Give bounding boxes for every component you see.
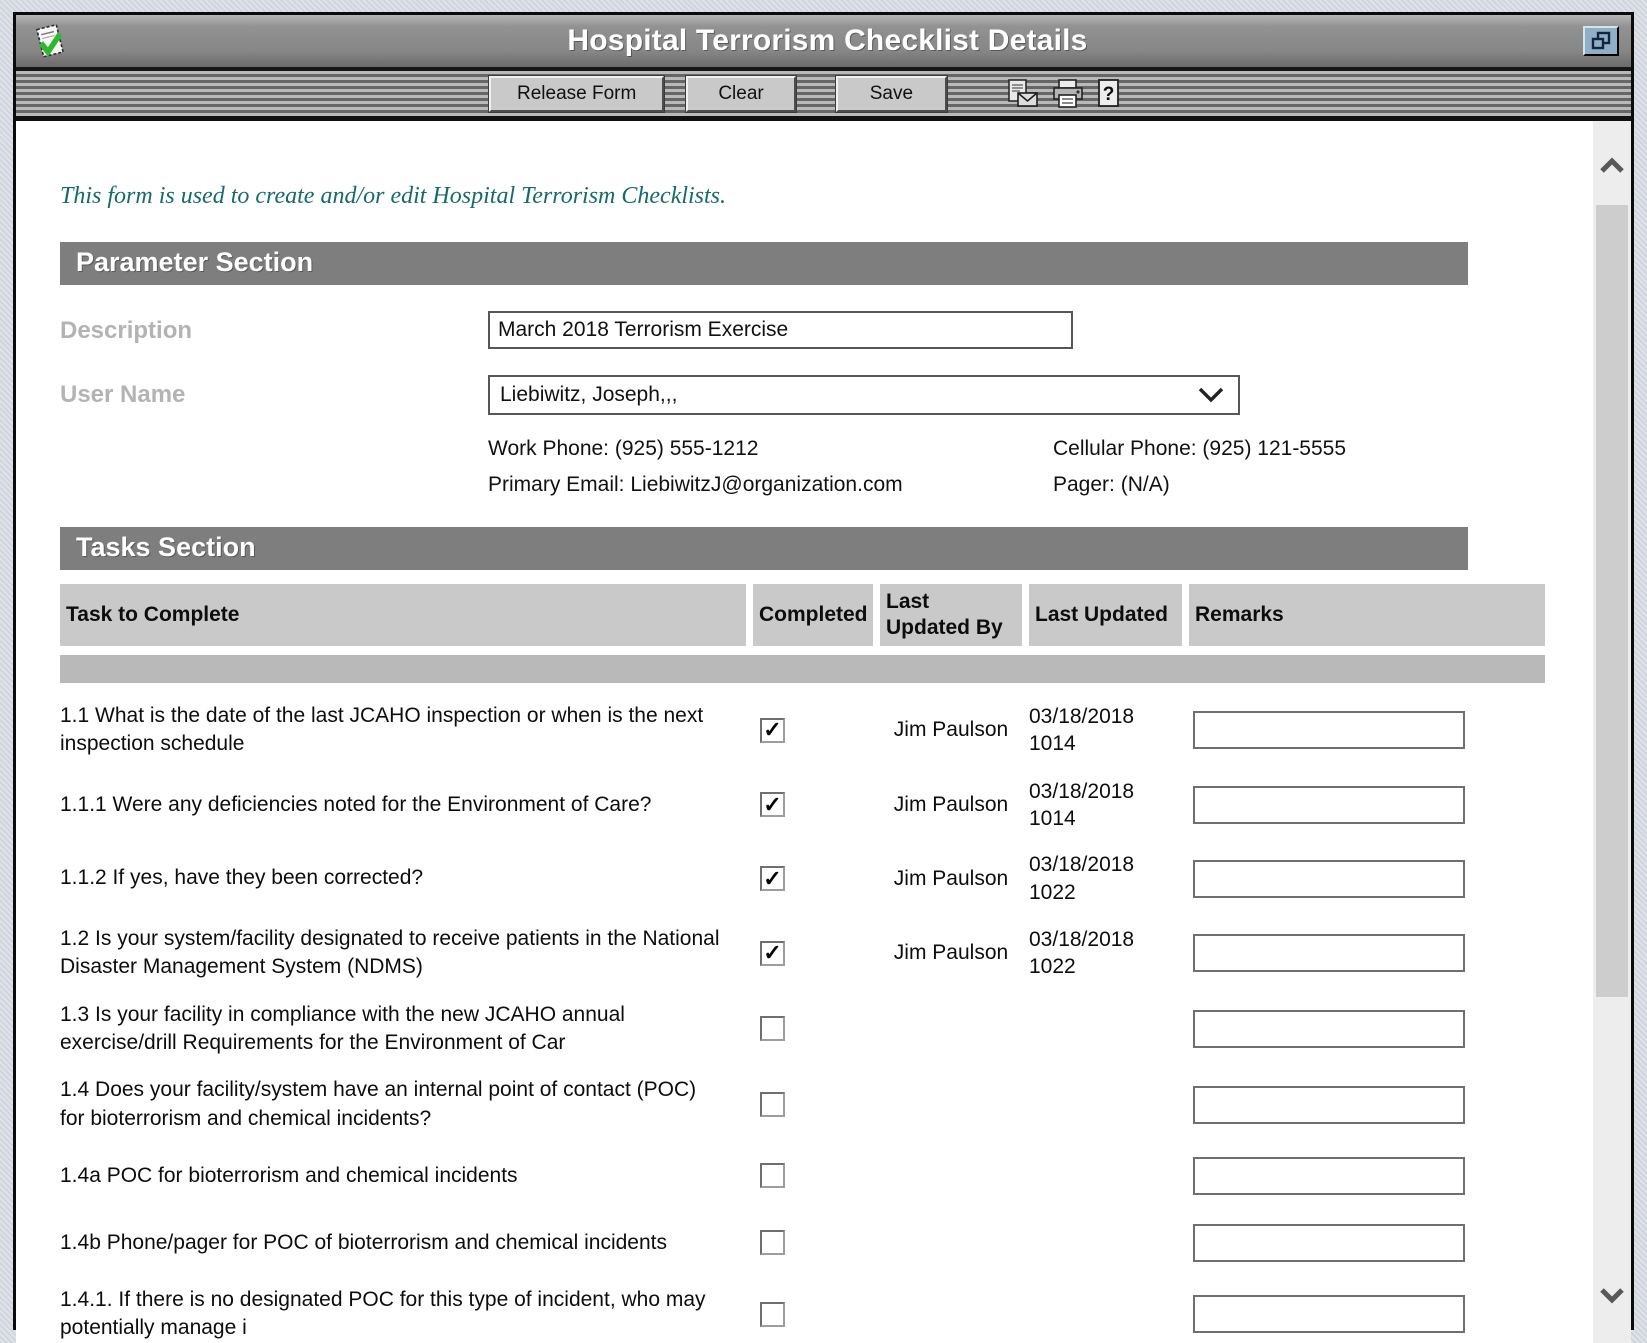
remarks-input[interactable] <box>1193 1224 1465 1262</box>
tasks-table-header <box>60 584 1545 646</box>
table-row <box>60 1286 1545 1343</box>
save-button[interactable]: Save <box>836 76 947 112</box>
scroll-up-icon[interactable] <box>1599 157 1625 180</box>
task-completed-checkbox[interactable]: ✓ <box>760 866 785 891</box>
user-name-selected-value: Liebiwitz, Joseph,,, <box>500 383 678 406</box>
task-completed-checkbox[interactable]: ✓ <box>760 792 785 817</box>
primary-email-text: Primary Email: LiebiwitzJ@organization.com <box>488 473 903 496</box>
last-updated-by-value: Jim Paulson <box>893 866 1009 890</box>
chevron-down-icon <box>1198 387 1224 403</box>
task-rows <box>60 702 1545 1343</box>
col-header-last-updated: Last Updated <box>1029 584 1182 646</box>
last-updated-by-value: Jim Paulson <box>893 792 1009 816</box>
vertical-scrollbar[interactable] <box>1593 121 1631 1343</box>
cellular-phone-text: Cellular Phone: (925) 121-5555 <box>1053 437 1347 460</box>
toolbar <box>16 71 1631 121</box>
last-updated-by-value: Jim Paulson <box>893 718 1009 742</box>
task-text: 1.2 Is your system/facility designated to receive patients in the National Disaster Management System (NDMS) <box>60 926 720 979</box>
remarks-input[interactable] <box>1193 1295 1465 1333</box>
table-group-spacer <box>60 655 1545 683</box>
send-icon[interactable] <box>1005 78 1041 110</box>
table-row <box>60 925 1545 982</box>
title-bar <box>16 15 1631 71</box>
work-phone-text: Work Phone: (925) 555-1212 <box>488 437 759 460</box>
col-header-remarks: Remarks <box>1189 584 1545 646</box>
print-icon[interactable] <box>1049 78 1087 110</box>
tasks-section-header: Tasks Section <box>60 527 1468 570</box>
form-content <box>16 121 1631 1343</box>
tasks-table <box>60 584 1545 1343</box>
parameter-section-header: Parameter Section <box>60 242 1468 285</box>
last-updated-value: 03/18/2018 1014 <box>1029 779 1135 830</box>
task-completed-checkbox[interactable] <box>760 1230 785 1255</box>
task-text: 1.1.1 Were any deficiencies noted for the Environment of Care? <box>60 792 652 816</box>
user-contact-info <box>488 437 1551 497</box>
help-icon[interactable] <box>1095 78 1123 110</box>
restore-icon <box>1590 31 1612 51</box>
task-text: 1.3 Is your facility in compliance with the new JCAHO annual exercise/drill Requirements for the Environment of Car <box>60 1002 625 1054</box>
app-window <box>13 12 1634 1340</box>
col-header-task: Task to Complete <box>60 584 746 646</box>
page-title: Hospital Terrorism Checklist Details <box>567 24 1088 57</box>
table-row <box>60 1152 1545 1200</box>
col-header-last-updated-by: Last Updated By <box>880 584 1022 646</box>
remarks-input[interactable] <box>1193 1157 1465 1195</box>
task-completed-checkbox[interactable]: ✓ <box>760 718 785 743</box>
task-text: 1.4 Does your facility/system have an internal point of contact (POC) for bioterrorism and chemical incidents? <box>60 1078 697 1130</box>
remarks-input[interactable] <box>1193 860 1465 898</box>
release-form-button[interactable]: Release Form <box>489 76 664 112</box>
task-text: 1.4.1. If there is no designated POC for this type of incident, who may potentially manage i <box>60 1287 706 1340</box>
last-updated-value: 03/18/2018 1022 <box>1029 927 1135 979</box>
remarks-input[interactable] <box>1193 1010 1465 1048</box>
remarks-input[interactable] <box>1193 934 1465 972</box>
last-updated-value: 03/18/2018 1022 <box>1029 853 1135 904</box>
task-text: 1.1 What is the date of the last JCAHO inspection or when is the next inspection schedule <box>60 704 704 756</box>
svg-text:?: ? <box>1102 83 1115 105</box>
table-row <box>60 1001 1545 1058</box>
pager-text: Pager: (N/A) <box>1053 473 1170 496</box>
last-updated-by-value: Jim Paulson <box>893 941 1009 965</box>
task-completed-checkbox[interactable] <box>760 1016 785 1041</box>
remarks-input[interactable] <box>1193 711 1465 749</box>
clear-button[interactable]: Clear <box>686 76 795 112</box>
remarks-input[interactable] <box>1193 786 1465 824</box>
task-completed-checkbox[interactable] <box>760 1163 785 1188</box>
task-completed-checkbox[interactable] <box>760 1092 785 1117</box>
user-name-select[interactable] <box>488 375 1240 415</box>
task-completed-checkbox[interactable]: ✓ <box>760 941 785 966</box>
restore-window-button[interactable] <box>1583 26 1619 56</box>
col-header-completed: Completed <box>753 584 873 646</box>
table-row <box>60 1076 1545 1133</box>
task-completed-checkbox[interactable] <box>760 1302 785 1327</box>
user-name-label: User Name <box>60 381 186 408</box>
last-updated-value: 03/18/2018 1014 <box>1029 705 1135 756</box>
remarks-input[interactable] <box>1193 1086 1465 1124</box>
task-text: 1.1.2 If yes, have they been corrected? <box>60 866 424 890</box>
table-row <box>60 702 1545 759</box>
table-row <box>60 851 1545 906</box>
description-input[interactable] <box>488 311 1073 349</box>
scroll-down-icon[interactable] <box>1599 1286 1625 1309</box>
description-label: Description <box>60 317 193 344</box>
table-row <box>60 1219 1545 1267</box>
task-text: 1.4b Phone/pager for POC of bioterrorism and chemical incidents <box>60 1230 667 1254</box>
table-row <box>60 778 1545 833</box>
form-intro-text: This form is used to create and/or edit Hospital Terrorism Checklists. <box>60 183 727 209</box>
scrollbar-thumb[interactable] <box>1596 205 1628 997</box>
checklist-icon <box>28 19 72 63</box>
task-text: 1.4a POC for bioterrorism and chemical incidents <box>60 1163 518 1187</box>
